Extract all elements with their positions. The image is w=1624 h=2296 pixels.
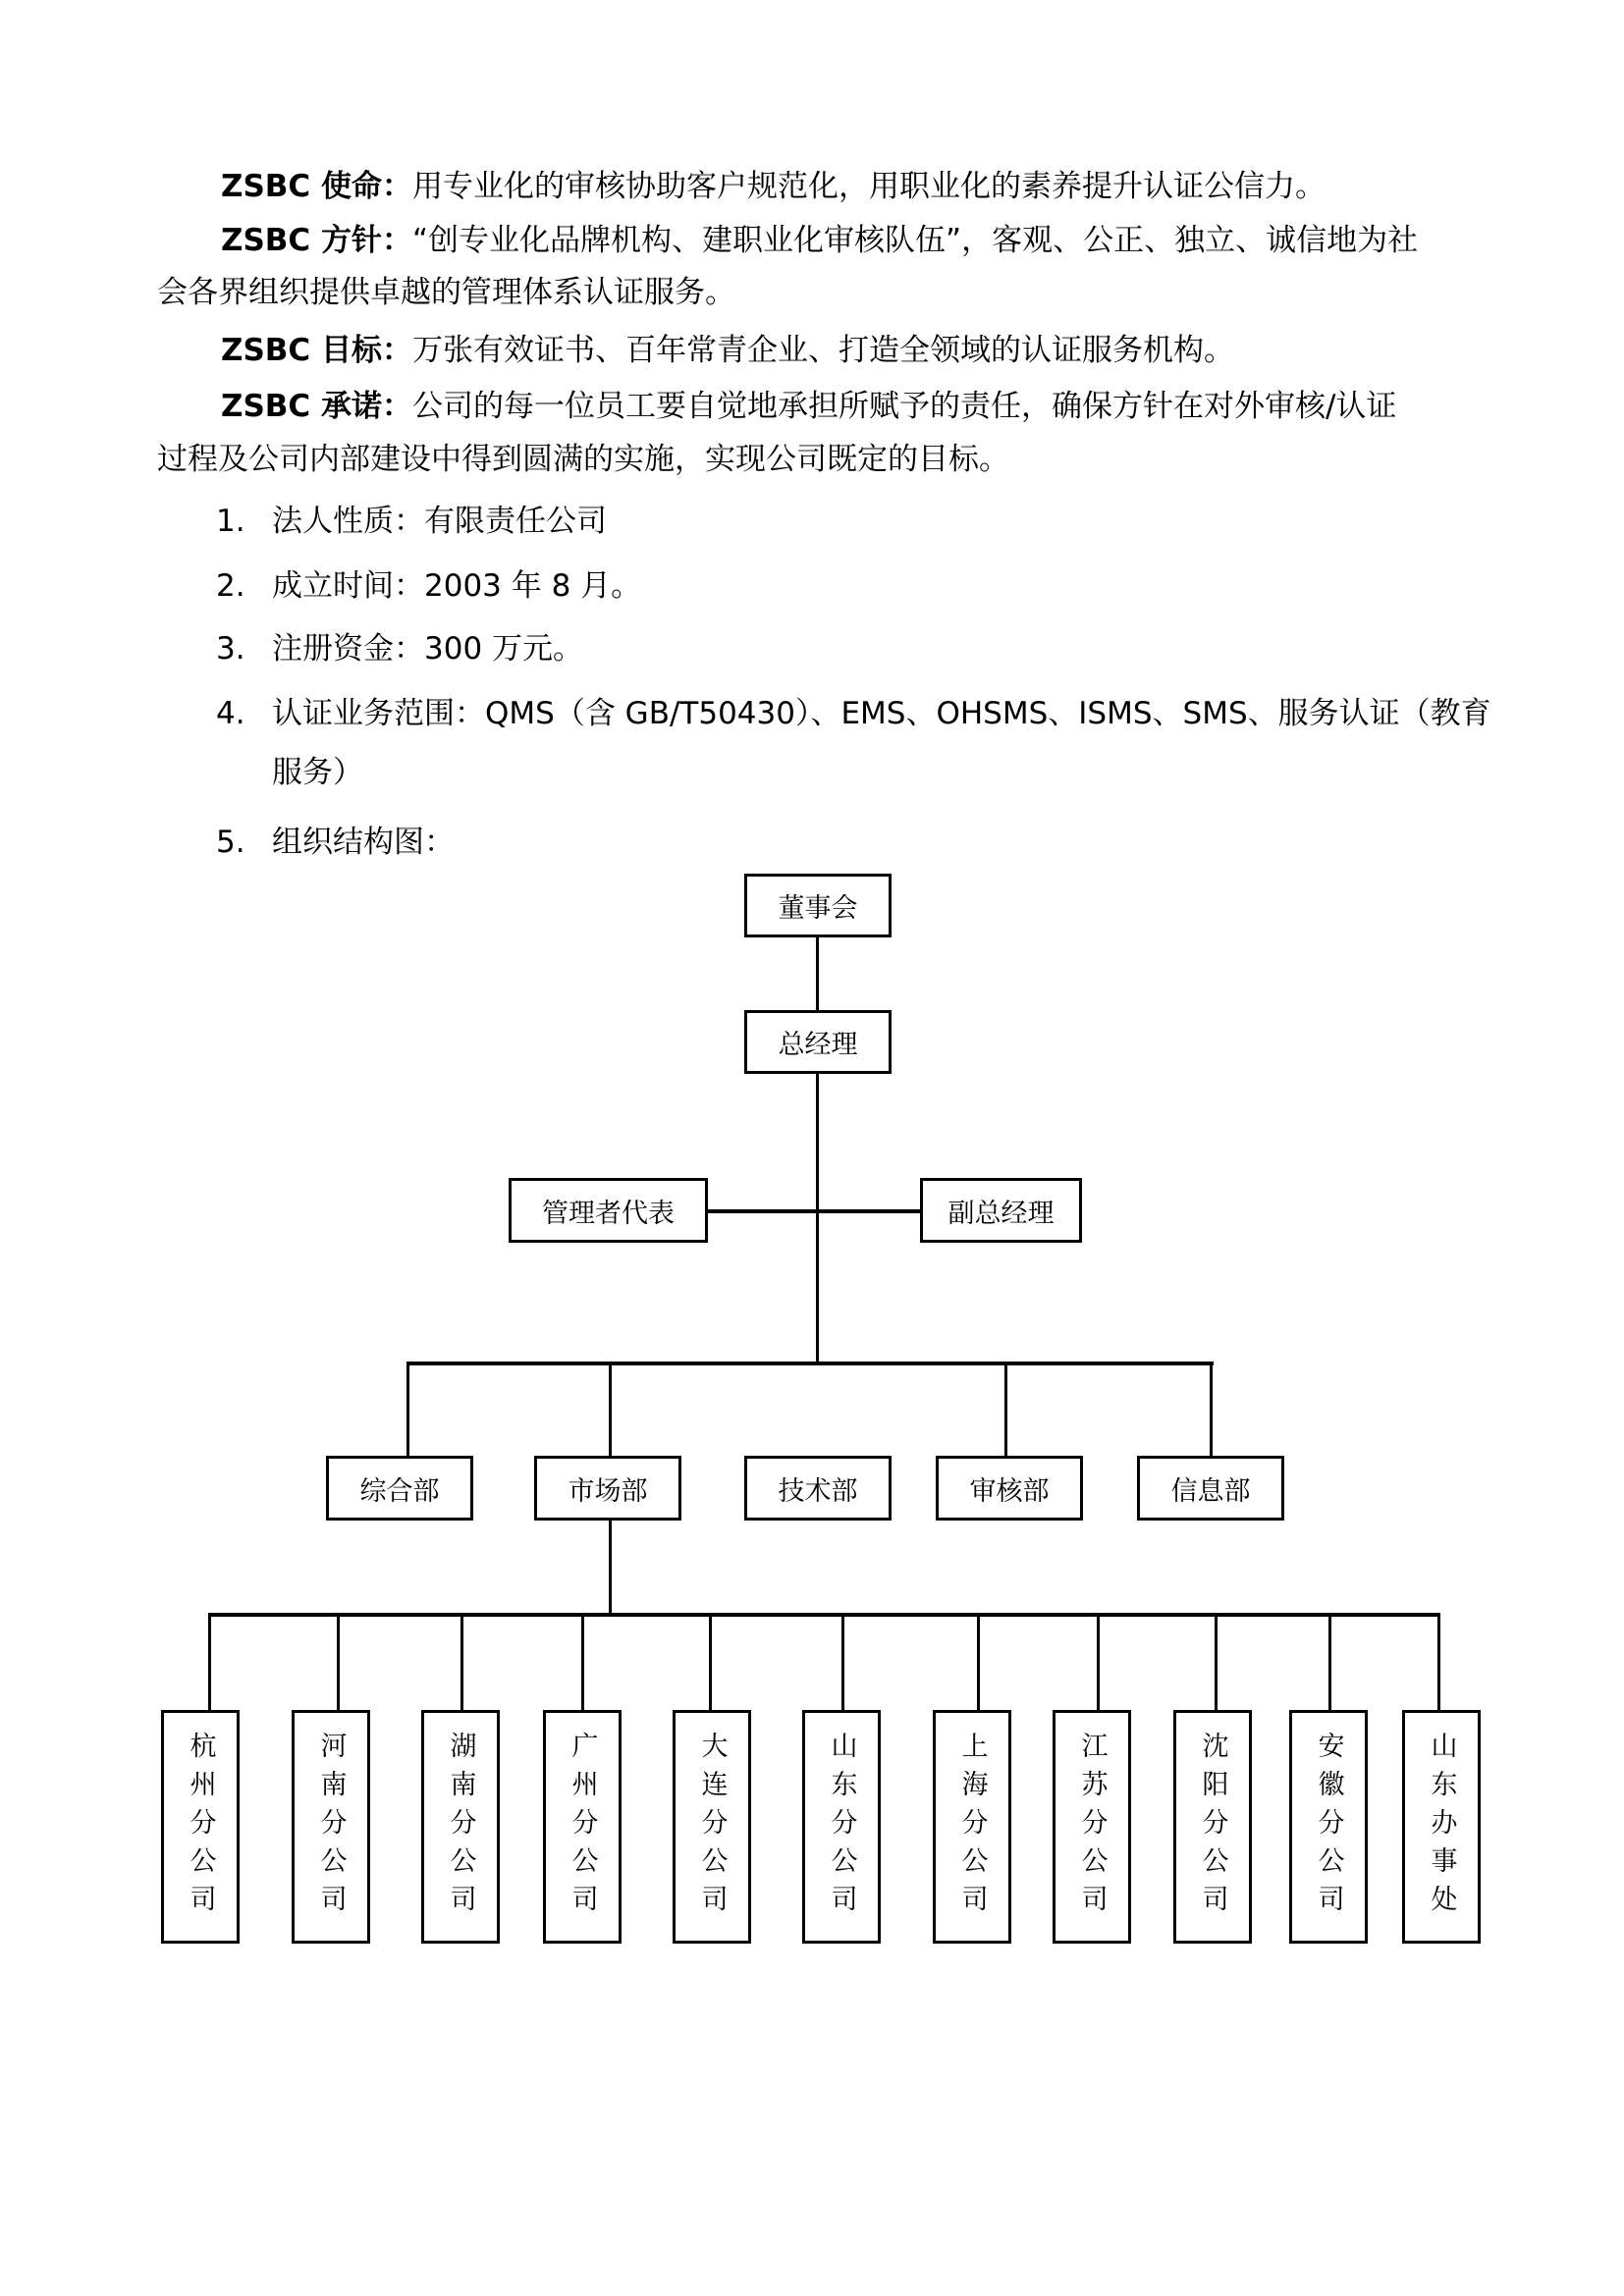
policy-label: ZSBC 方针： <box>221 223 412 258</box>
connector-branch <box>1097 1613 1100 1711</box>
department-bus <box>406 1362 1214 1365</box>
branch-box <box>421 1710 500 1944</box>
commitment-paragraph <box>221 387 1396 426</box>
connector-dept-4 <box>1004 1362 1007 1457</box>
connector-branch <box>337 1613 340 1711</box>
goal-label: ZSBC 目标： <box>221 333 412 368</box>
branch-label: 湖南分公司 <box>445 1731 476 1923</box>
dept-audit: 审核部 <box>936 1456 1083 1521</box>
connector-dept-5 <box>1210 1362 1213 1457</box>
dept-general: 综合部 <box>326 1456 473 1521</box>
branch-box <box>292 1710 370 1944</box>
branch-box <box>1402 1710 1481 1944</box>
branch-label: 山东办事处 <box>1426 1731 1457 1923</box>
connector-market-branches <box>609 1520 612 1615</box>
goal-text: 万张有效证书、百年常青企业、打造全领域的认证服务机构。 <box>411 333 1234 368</box>
board-box: 董事会 <box>744 874 892 937</box>
commitment-text: 公司的每一位员工要自觉地承担所赋予的责任，确保方针在对外审核/认证 <box>411 389 1397 424</box>
mission-label: ZSBC 使命： <box>221 169 412 204</box>
branch-box <box>673 1710 751 1944</box>
branch-box <box>543 1710 622 1944</box>
list-text-4-continuation: 服务） <box>272 755 363 790</box>
list-text-2: 成立时间：2003 年 8 月。 <box>272 568 642 604</box>
branch-box <box>161 1710 240 1944</box>
commitment-continuation: 过程及公司内部建设中得到圆满的实施，实现公司既定的目标。 <box>157 442 1009 477</box>
mission-text: 用专业化的审核协助客户规范化，用职业化的素养提升认证公信力。 <box>411 169 1326 204</box>
branch-label: 沈阳分公司 <box>1197 1731 1228 1923</box>
list-text-5: 组织结构图： <box>272 825 455 860</box>
dept-information: 信息部 <box>1137 1456 1284 1521</box>
goal-paragraph <box>221 331 1234 370</box>
policy-text: “创专业化品牌机构、建职业化审核队伍”，客观、公正、独立、诚信地为社 <box>411 223 1419 258</box>
connector-branch <box>581 1613 584 1711</box>
connector-staff-line <box>707 1209 920 1213</box>
list-item-3 <box>216 629 245 668</box>
branch-label: 广州分公司 <box>567 1731 598 1923</box>
list-number: 3. <box>216 631 245 667</box>
connector-branch <box>460 1613 463 1711</box>
list-text-4: 认证业务范围：QMS（含 GB/T50430）、EMS、OHSMS、ISMS、SMS、服务认证（教育 <box>272 696 1491 731</box>
list-text-3: 注册资金：300 万元。 <box>272 631 584 667</box>
list-item-2 <box>216 566 245 606</box>
connector-branch <box>977 1613 980 1711</box>
branch-label: 上海分公司 <box>956 1731 988 1923</box>
connector-dept-1 <box>406 1362 409 1457</box>
list-item-5 <box>216 823 245 862</box>
connector-branch <box>1215 1613 1218 1711</box>
connector-dept-2 <box>609 1362 612 1457</box>
mgmt-rep-box: 管理者代表 <box>509 1178 708 1243</box>
branch-box <box>933 1710 1011 1944</box>
list-text-1: 法人性质：有限责任公司 <box>272 504 607 539</box>
connector-branch <box>841 1613 844 1711</box>
dept-technical: 技术部 <box>744 1456 892 1521</box>
branch-label: 江苏分公司 <box>1076 1731 1108 1923</box>
list-number: 1. <box>216 504 245 539</box>
policy-continuation: 会各界组织提供卓越的管理体系认证服务。 <box>157 275 735 310</box>
branch-box <box>1289 1710 1368 1944</box>
connector-branch <box>208 1613 211 1711</box>
branch-label: 河南分公司 <box>315 1731 347 1923</box>
deputy-gm-box: 副总经理 <box>920 1178 1082 1243</box>
branch-label: 山东分公司 <box>826 1731 857 1923</box>
connector-gm-departments <box>816 1072 819 1364</box>
connector-branch <box>709 1613 712 1711</box>
list-item-1 <box>216 502 245 541</box>
branch-label: 杭州分公司 <box>185 1731 216 1923</box>
branch-box <box>1173 1710 1252 1944</box>
branch-label: 大连分公司 <box>696 1731 728 1923</box>
policy-paragraph <box>221 221 1418 260</box>
branch-box <box>802 1710 881 1944</box>
list-item-4 <box>216 694 245 733</box>
connector-branch <box>1328 1613 1331 1711</box>
mission-paragraph <box>221 167 1326 206</box>
commitment-label: ZSBC 承诺： <box>221 389 412 424</box>
list-number: 2. <box>216 568 245 604</box>
branch-label: 安徽分公司 <box>1313 1731 1344 1923</box>
dept-marketing: 市场部 <box>534 1456 681 1521</box>
connector-branch <box>1437 1613 1440 1711</box>
list-number: 5. <box>216 825 245 860</box>
connector-board-gm <box>816 936 819 1011</box>
branch-bus <box>208 1613 1439 1617</box>
gm-box: 总经理 <box>744 1010 892 1074</box>
list-number: 4. <box>216 696 245 731</box>
branch-box <box>1053 1710 1131 1944</box>
